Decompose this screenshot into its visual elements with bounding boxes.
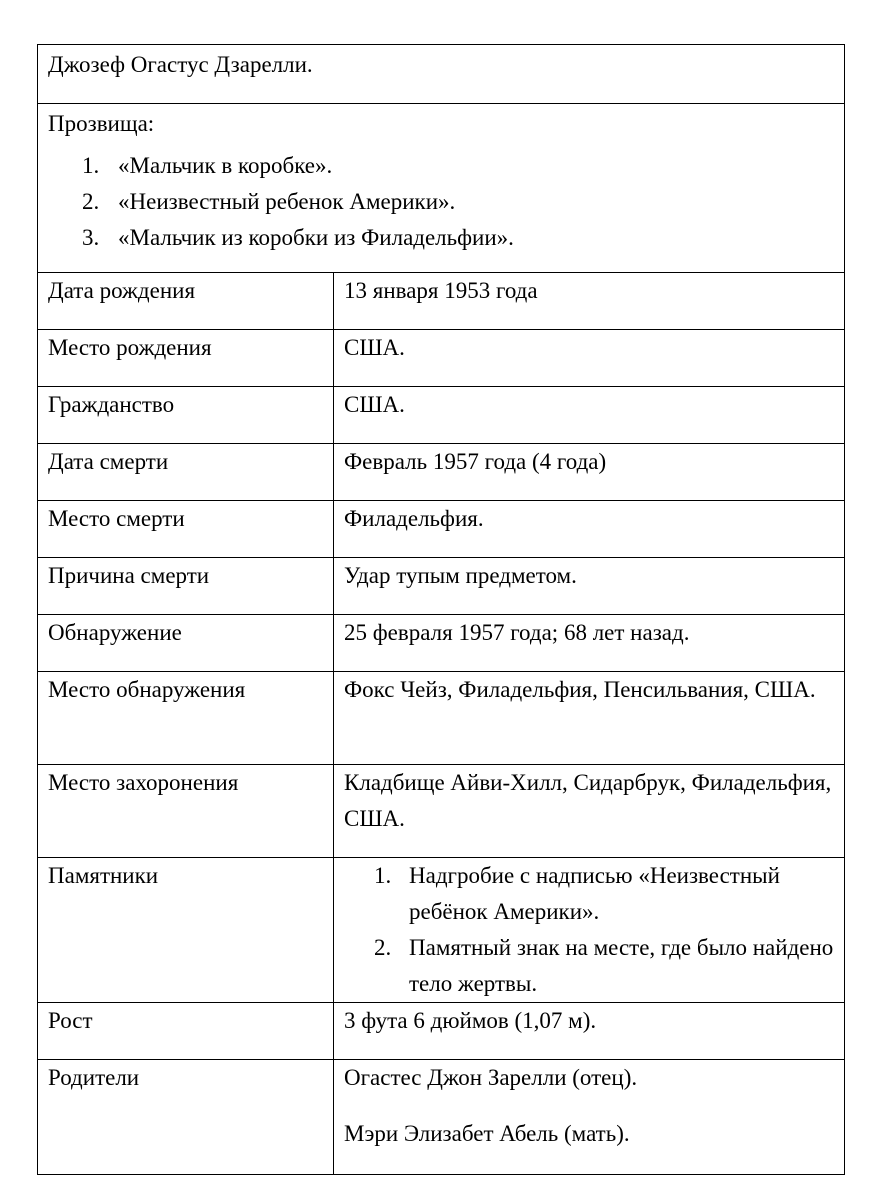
- row-label: Обнаружение: [38, 615, 334, 672]
- list-number: 2.: [374, 935, 392, 960]
- list-text: Памятный знак на месте, где было найдено тело жертвы.: [409, 935, 834, 996]
- row-value: 13 января 1953 года: [334, 273, 845, 330]
- table-row: [38, 501, 845, 558]
- row-value: 25 февраля 1957 года; 68 лет назад.: [334, 615, 845, 672]
- list-item: [344, 930, 834, 1002]
- row-label: Место захоронения: [38, 765, 334, 858]
- list-item: [48, 184, 834, 220]
- name-row: [38, 45, 845, 104]
- row-value: США.: [334, 387, 845, 444]
- list-number: 1.: [374, 863, 392, 888]
- row-value: Февраль 1957 года (4 года): [334, 444, 845, 501]
- row-value: Филадельфия.: [334, 501, 845, 558]
- list-item: [48, 220, 834, 256]
- row-value: Кладбище Айви-Хилл, Сидарбрук, Филадельфия, США.: [334, 765, 845, 858]
- row-label: Причина смерти: [38, 558, 334, 615]
- table-row: [38, 765, 845, 858]
- document-page: [37, 44, 844, 1175]
- table-row: [38, 615, 845, 672]
- list-text: «Мальчик в коробке».: [118, 153, 333, 178]
- table-row: [38, 558, 845, 615]
- info-table: [37, 44, 845, 1175]
- row-label: Родители: [38, 1060, 334, 1175]
- full-name: Джозеф Огастус Дзарелли.: [38, 45, 845, 104]
- list-number: 2.: [82, 189, 100, 214]
- row-value: США.: [334, 330, 845, 387]
- row-label: Рост: [38, 1003, 334, 1060]
- table-row: [38, 330, 845, 387]
- row-value: Фокс Чейз, Филадельфия, Пенсильвания, США.: [334, 672, 845, 765]
- table-row: [38, 273, 845, 330]
- row-label: Гражданство: [38, 387, 334, 444]
- table-row: [38, 672, 845, 765]
- mother-name: Мэри Элизабет Абель (мать).: [344, 1121, 630, 1146]
- row-label: Место рождения: [38, 330, 334, 387]
- list-text: Надгробие с надписью «Неизвестный ребёнок Америки».: [409, 863, 780, 924]
- list-item: [48, 148, 834, 184]
- row-value: [334, 858, 845, 1003]
- row-label: Место обнаружения: [38, 672, 334, 765]
- row-value: 3 фута 6 дюймов (1,07 м).: [334, 1003, 845, 1060]
- monuments-list: [344, 858, 834, 1002]
- row-label: Дата смерти: [38, 444, 334, 501]
- nicknames-list: [48, 148, 834, 256]
- father-name: Огастес Джон Зарелли (отец).: [344, 1065, 638, 1090]
- list-number: 1.: [82, 153, 100, 178]
- list-text: «Мальчик из коробки из Филадельфии».: [118, 225, 514, 250]
- row-value: Удар тупым предметом.: [334, 558, 845, 615]
- list-text: «Неизвестный ребенок Америки».: [118, 189, 456, 214]
- list-item: [344, 858, 834, 930]
- table-row: [38, 858, 845, 1003]
- row-value: [334, 1060, 845, 1175]
- table-row: [38, 1003, 845, 1060]
- table-row: [38, 444, 845, 501]
- row-label: Памятники: [38, 858, 334, 1003]
- table-row: [38, 1060, 845, 1175]
- nicknames-cell: [38, 104, 845, 273]
- list-number: 3.: [82, 225, 100, 250]
- row-label: Дата рождения: [38, 273, 334, 330]
- row-label: Место смерти: [38, 501, 334, 558]
- nicknames-title: Прозвища:: [48, 111, 155, 136]
- table-row: [38, 387, 845, 444]
- nicknames-row: [38, 104, 845, 273]
